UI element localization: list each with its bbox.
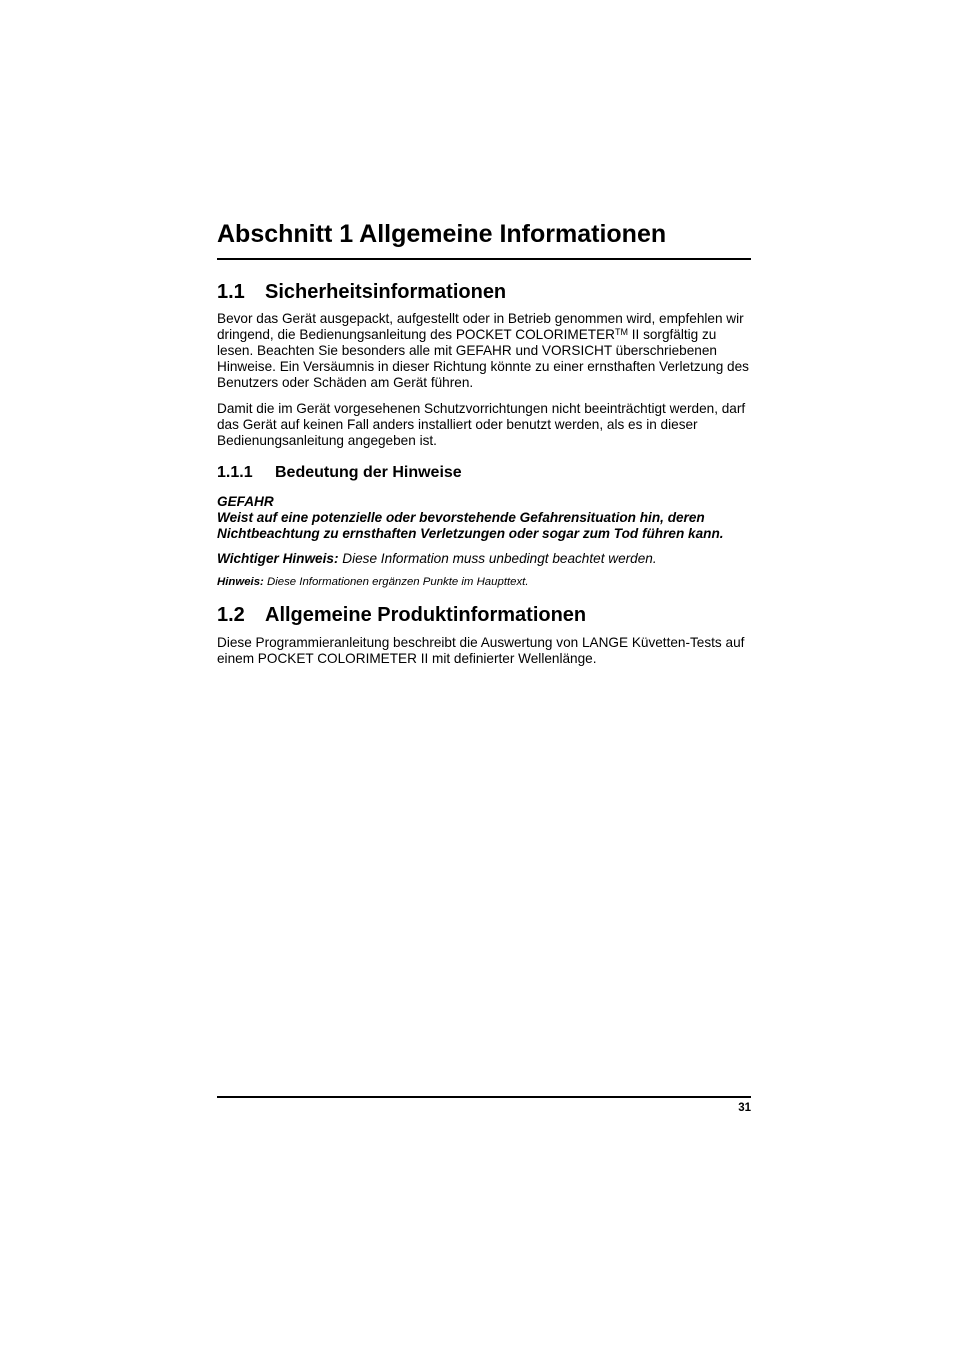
trademark-superscript: TM — [614, 327, 628, 337]
section-number: 1.2 — [217, 604, 245, 626]
subsection-number: 1.1.1 — [217, 464, 253, 481]
danger-notice — [217, 494, 757, 542]
paragraph-text: Bevor das Gerät ausgepackt, aufgestellt oder in Betrieb genommen wird, empfehlen wir dringend, die Bedienungsanleitung des POCKET COLORIMETER — [217, 311, 744, 342]
important-notice — [217, 551, 657, 567]
note-label: Hinweis: — [217, 576, 264, 588]
section-title: Allgemeine Produktinformationen — [265, 604, 587, 626]
note-text: Diese Informationen ergänzen Punkte im Haupttext. — [263, 576, 529, 588]
important-text: Diese Information muss unbedingt beachtet werden. — [338, 551, 657, 566]
footer-rule — [217, 1096, 751, 1098]
note-notice — [217, 575, 529, 589]
safety-paragraph-1 — [217, 311, 751, 391]
section-heading-1-2 — [217, 603, 586, 627]
product-paragraph: Diese Programmieranleitung beschreibt die Auswertung von LANGE Küvetten-Tests auf einem POCKET COLORIMETER II mit definierter Wellenlänge. — [217, 635, 745, 666]
section-heading-1-1 — [217, 280, 506, 304]
paragraph-text: II sorgfältig zu lesen. Beachten Sie besonders alle mit GEFAHR und VORSICHT überschriebenen Hinweise. Ein Versäumnis in dieser Richtung könnte zu einer ernsthaften Verletzung des Benutzers oder Schäden am Gerät führen. — [217, 327, 749, 390]
danger-text: Weist auf eine potenzielle oder bevorstehende Gefahrensituation hin, deren Nichtbeachtung zu ernsthaften Verletzungen oder sogar zum Tod führen kann. — [217, 510, 724, 541]
chapter-title: Abschnitt 1 Allgemeine Informationen — [217, 219, 751, 260]
subsection-title: Bedeutung der Hinweise — [275, 464, 462, 481]
danger-label: GEFAHR — [217, 494, 274, 509]
section-title: Sicherheitsinformationen — [265, 281, 507, 303]
page-number: 31 — [738, 1102, 751, 1114]
safety-paragraph-2: Damit die im Gerät vorgesehenen Schutzvorrichtungen nicht beeinträchtigt werden, darf das Gerät auf keinen Fall anders installiert oder benutzt werden, als es in dieser Bedienungsanleitung angegeben ist. — [217, 401, 746, 448]
section-number: 1.1 — [217, 281, 245, 303]
subsection-heading-1-1-1 — [217, 463, 462, 483]
important-label: Wichtiger Hinweis: — [217, 551, 339, 566]
